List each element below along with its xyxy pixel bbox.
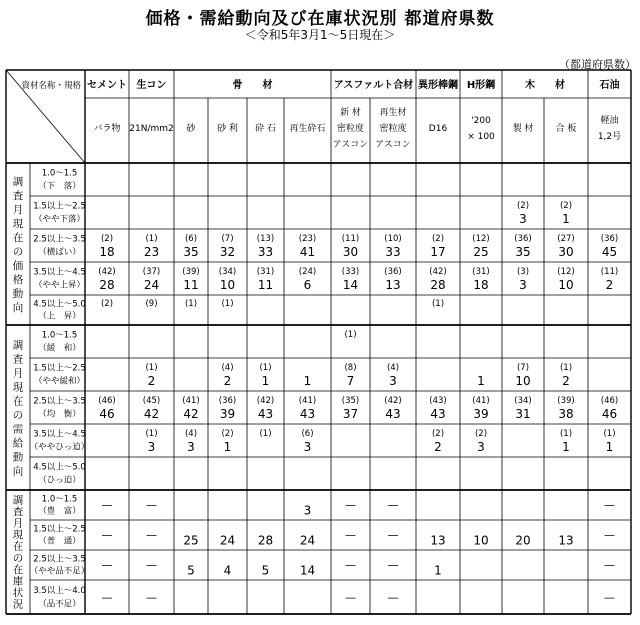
cell-1-2-5-value: 43 xyxy=(299,407,316,422)
subheader-col-10-line-0: 製 材 xyxy=(512,124,534,134)
subheader-col-6-line-2: アスコン xyxy=(332,140,369,150)
cell-0-3-0-value: 28 xyxy=(99,278,115,293)
cell-2-0-7-value: — xyxy=(387,498,399,512)
cell-1-3-4-prev: (1) xyxy=(259,428,272,439)
cell-1-2-7-value: 43 xyxy=(385,407,401,422)
cell-1-2-0-value: 46 xyxy=(99,407,115,422)
section-1-row-1-range: 1.5以上～2.5 xyxy=(33,363,86,374)
group-header-0: セメント xyxy=(87,80,127,91)
cell-0-2-7-prev: (10) xyxy=(384,233,402,244)
cell-0-3-9-prev: (31) xyxy=(472,266,490,277)
cell-0-2-11-value: 30 xyxy=(558,245,574,260)
cell-1-2-2-value: 42 xyxy=(183,407,199,422)
cell-1-1-4-prev: (1) xyxy=(259,362,272,373)
cell-1-2-10-value: 31 xyxy=(515,407,531,422)
cell-2-1-6-value: — xyxy=(345,528,356,542)
cell-2-2-2-value: 5 xyxy=(187,563,195,578)
section-0-label-char-9: 向 xyxy=(12,302,24,315)
cell-0-2-2-value: 35 xyxy=(183,245,199,260)
cell-1-1-10-prev: (7) xyxy=(516,362,530,373)
section-0-label-char-5: の xyxy=(12,246,24,259)
cell-1-1-3-prev: (4) xyxy=(221,362,234,373)
section-1-row-4-range: 4.5以上～5.0 xyxy=(33,462,86,473)
cell-2-3-7-value: — xyxy=(387,591,399,605)
cell-1-1-9-value: 1 xyxy=(477,374,485,389)
page-subtitle: ＜令和5年3月1～5日現在＞ xyxy=(244,28,396,42)
cell-1-3-12-prev: (1) xyxy=(603,428,616,439)
cell-1-1-1-prev: (1) xyxy=(145,362,158,373)
cell-2-1-5-value: 24 xyxy=(299,533,316,548)
cell-1-2-11-value: 38 xyxy=(558,407,574,422)
cell-0-2-6-value: 30 xyxy=(342,245,359,260)
cell-2-2-4-value: 5 xyxy=(261,563,270,578)
cell-1-3-3-prev: (2) xyxy=(221,428,234,439)
cell-2-1-3-value: 24 xyxy=(219,533,236,548)
cell-0-3-7-prev: (36) xyxy=(384,266,402,277)
cell-1-3-12-value: 1 xyxy=(605,440,614,455)
cell-0-3-4-value: 11 xyxy=(257,278,274,293)
section-0-row-0-range: 1.0～1.5 xyxy=(41,168,78,179)
section-0-label-char-7: 格 xyxy=(12,274,24,287)
section-2-label-char-8: 状 xyxy=(12,587,24,600)
subheader-col-6-line-0: 新 材 xyxy=(340,108,361,118)
section-1-row-4-desc: （ひっ迫） xyxy=(38,475,81,486)
subheader-col-7-line-1: 密粒度 xyxy=(379,124,407,134)
cell-0-3-12-prev: (11) xyxy=(600,266,619,277)
section-1-row-3-range: 3.5以上～4.5 xyxy=(33,429,86,440)
subheader-col-4-line-0: 砕 石 xyxy=(255,124,276,134)
section-2-row-0-desc: （豊 富） xyxy=(38,506,81,517)
cell-2-2-3-value: 4 xyxy=(223,563,232,578)
cell-2-0-5-value: 3 xyxy=(303,503,312,518)
cell-0-2-12-value: 45 xyxy=(601,245,618,260)
section-1-row-0-desc: （緩 和） xyxy=(38,343,81,354)
cell-0-2-2-prev: (6) xyxy=(184,233,198,244)
cell-2-3-6-value: — xyxy=(345,591,356,605)
section-0-row-3-desc: （やや上昇） xyxy=(33,280,86,291)
cell-0-2-5-prev: (23) xyxy=(298,233,317,244)
cell-1-1-6-prev: (8) xyxy=(344,362,357,373)
cell-0-4-1-prev: (9) xyxy=(145,298,158,309)
subheader-col-1-line-0: 21N/mm2 xyxy=(129,124,174,134)
cell-0-3-5-value: 6 xyxy=(303,278,312,293)
group-header-1: 生コン xyxy=(136,80,167,91)
cell-0-3-11-value: 10 xyxy=(558,278,574,293)
section-0-row-2-desc: （横ばい） xyxy=(38,247,81,258)
cell-1-2-9-prev: (41) xyxy=(472,395,490,406)
section-1-row-0-range: 1.0～1.5 xyxy=(41,330,78,341)
section-2-row-3-range: 3.5以上～4.0 xyxy=(33,585,86,596)
page-title: 価格・需給動向及び在庫状況別 都道府県数 xyxy=(145,9,495,29)
section-0-label-char-4: 在 xyxy=(12,232,24,245)
section-0-label-char-2: 月 xyxy=(12,204,24,217)
cell-2-3-12-value: — xyxy=(604,591,615,605)
cell-0-2-1-prev: (1) xyxy=(145,233,158,244)
cell-1-1-4-value: 1 xyxy=(261,374,270,389)
subheader-col-8-line-0: D16 xyxy=(428,124,448,134)
cell-1-1-1-value: 2 xyxy=(147,374,156,389)
cell-0-1-10-value: 3 xyxy=(519,212,527,227)
cell-1-2-4-prev: (42) xyxy=(256,395,275,406)
cell-0-3-11-prev: (12) xyxy=(557,266,575,277)
cell-0-3-10-prev: (3) xyxy=(516,266,530,277)
cell-2-2-0-value: — xyxy=(101,558,113,572)
subheader-col-3-line-0: 砂 利 xyxy=(217,124,238,134)
section-0-row-2-range: 2.5以上～3.5 xyxy=(33,234,86,245)
cell-0-2-3-value: 32 xyxy=(219,245,236,260)
cell-1-2-10-prev: (34) xyxy=(514,395,532,406)
section-2-label-char-5: の xyxy=(12,552,24,565)
cell-2-0-6-value: — xyxy=(345,498,356,512)
cell-1-1-11-value: 2 xyxy=(562,374,570,389)
section-0-label-char-3: 現 xyxy=(12,218,24,231)
cell-1-0-6-prev: (1) xyxy=(344,329,357,340)
cell-1-3-11-value: 1 xyxy=(562,440,570,455)
cell-0-3-2-prev: (39) xyxy=(182,266,200,277)
cell-1-2-4-value: 43 xyxy=(257,407,274,422)
cell-1-2-8-value: 43 xyxy=(430,407,446,422)
cell-1-3-2-value: 3 xyxy=(187,440,195,455)
cell-1-3-9-prev: (2) xyxy=(474,428,488,439)
section-0-row-4-range: 4.5以上～5.0 xyxy=(33,299,86,310)
section-1-label-char-1: 査 xyxy=(12,353,24,366)
cell-1-2-6-value: 37 xyxy=(342,407,359,422)
section-2-label-char-6: 在 xyxy=(12,563,24,576)
cell-0-2-3-prev: (7) xyxy=(221,233,234,244)
section-2-label-char-1: 査 xyxy=(12,505,24,518)
section-0-row-4-desc: （上 昇） xyxy=(38,311,81,322)
cell-0-2-6-prev: (11) xyxy=(341,233,360,244)
section-2-row-3-desc: （品不足） xyxy=(38,599,81,610)
cell-0-2-4-value: 33 xyxy=(257,245,274,260)
section-1-row-1-desc: （やや緩和） xyxy=(33,376,86,387)
cell-1-2-5-prev: (41) xyxy=(298,395,317,406)
group-header-2: 骨 材 xyxy=(232,80,273,91)
section-1-label-char-2: 月 xyxy=(12,367,24,380)
cell-1-3-3-value: 1 xyxy=(223,440,232,455)
group-header-3: アスファルト合材 xyxy=(333,80,414,91)
section-2-row-0-range: 1.0～1.5 xyxy=(41,494,78,505)
cell-2-1-7-value: — xyxy=(387,528,399,542)
cell-1-3-1-value: 3 xyxy=(147,440,156,455)
cell-2-1-9-value: 10 xyxy=(473,533,489,548)
section-1-label-char-5: の xyxy=(12,409,24,422)
subheader-col-9-line-1: × 100 xyxy=(467,132,495,142)
subheader-col-5-line-0: 再生砕石 xyxy=(289,124,326,134)
subheader-col-11-line-0: 合 板 xyxy=(555,124,577,134)
cell-1-3-5-value: 3 xyxy=(303,440,312,455)
cell-0-3-6-prev: (33) xyxy=(341,266,360,277)
section-1-label-char-7: 給 xyxy=(12,437,24,450)
cell-0-1-10-prev: (2) xyxy=(516,200,530,211)
cell-0-3-5-prev: (24) xyxy=(298,266,317,277)
section-2-row-2-range: 2.5以上～3.5 xyxy=(33,554,86,565)
cell-1-3-9-value: 3 xyxy=(477,440,485,455)
group-header-4: 異形棒鋼 xyxy=(418,80,458,91)
subheader-col-12-line-1: 1,2号 xyxy=(597,132,622,142)
section-0-label-char-8: 動 xyxy=(12,288,24,301)
subheader-col-2-line-0: 砂 xyxy=(186,124,196,134)
cell-2-3-0-value: — xyxy=(101,591,113,605)
cell-0-4-0-prev: (2) xyxy=(100,298,114,309)
section-2-label-char-2: 月 xyxy=(12,517,24,530)
cell-1-2-3-prev: (36) xyxy=(218,395,237,406)
section-2-row-1-range: 1.5以上～2.5 xyxy=(33,524,86,535)
subheader-col-12-line-0: 軽油 xyxy=(600,116,619,126)
cell-1-2-7-prev: (42) xyxy=(384,395,402,406)
cell-2-0-1-value: — xyxy=(146,498,157,512)
cell-0-2-7-value: 33 xyxy=(385,245,401,260)
cell-0-3-10-value: 3 xyxy=(519,278,527,293)
group-header-5: H形鋼 xyxy=(466,80,496,91)
cell-0-2-1-value: 23 xyxy=(143,245,160,260)
cell-1-2-1-prev: (45) xyxy=(142,395,161,406)
cell-2-1-1-value: — xyxy=(146,528,157,542)
cell-0-1-11-prev: (2) xyxy=(559,200,573,211)
section-1-label-char-4: 在 xyxy=(12,395,24,408)
cell-2-2-7-value: — xyxy=(387,558,399,572)
cell-1-3-1-prev: (1) xyxy=(145,428,158,439)
cell-2-0-12-value: — xyxy=(604,498,615,512)
cell-1-1-3-value: 2 xyxy=(223,374,232,389)
cell-1-2-3-value: 39 xyxy=(219,407,236,422)
cell-0-3-0-prev: (42) xyxy=(98,266,116,277)
section-1-row-3-desc: （ややひっ迫） xyxy=(29,442,90,453)
cell-0-3-1-prev: (37) xyxy=(142,266,161,277)
cell-2-1-12-value: — xyxy=(604,528,615,542)
cell-1-2-8-prev: (43) xyxy=(429,395,447,406)
section-1-label-char-9: 向 xyxy=(12,465,24,478)
cell-1-2-2-prev: (41) xyxy=(182,395,200,406)
cell-1-1-7-value: 3 xyxy=(389,374,397,389)
cell-1-1-6-value: 7 xyxy=(346,374,355,389)
cell-2-3-1-value: — xyxy=(146,591,157,605)
section-0-label-char-6: 価 xyxy=(12,260,24,273)
cell-1-2-9-value: 39 xyxy=(473,407,489,422)
section-0-row-1-desc: （やや下落） xyxy=(33,214,86,225)
cell-0-3-8-value: 28 xyxy=(430,278,446,293)
cell-2-1-10-value: 20 xyxy=(515,533,531,548)
section-0-label-char-0: 調 xyxy=(12,176,24,189)
corner-label: 資材名称・規格 xyxy=(21,81,81,91)
cell-1-1-10-value: 10 xyxy=(515,374,531,389)
section-2-row-1-desc: （普 通） xyxy=(38,536,81,547)
cell-0-2-10-prev: (36) xyxy=(514,233,532,244)
subheader-col-7-line-2: アスコン xyxy=(375,140,411,150)
cell-0-1-11-value: 1 xyxy=(562,212,570,227)
cell-1-3-2-prev: (4) xyxy=(184,428,198,439)
section-0-label-char-1: 査 xyxy=(12,190,24,203)
cell-1-2-11-prev: (39) xyxy=(557,395,575,406)
cell-0-3-7-value: 13 xyxy=(385,278,401,293)
section-2-label-char-4: 在 xyxy=(12,540,24,553)
cell-1-2-6-prev: (35) xyxy=(341,395,360,406)
cell-0-2-8-value: 17 xyxy=(430,245,446,260)
cell-0-4-3-prev: (1) xyxy=(221,298,234,309)
section-1-label-char-0: 調 xyxy=(12,339,24,352)
section-2-label-char-3: 現 xyxy=(12,529,24,542)
cell-1-3-8-value: 2 xyxy=(434,440,442,455)
cell-0-2-0-value: 18 xyxy=(99,245,115,260)
cell-2-2-8-value: 1 xyxy=(434,563,442,578)
cell-1-1-11-prev: (1) xyxy=(559,362,573,373)
section-2-label-char-9: 況 xyxy=(12,598,24,611)
section-1-row-2-desc: （均 衡） xyxy=(38,409,81,420)
section-2-label-char-7: 庫 xyxy=(12,575,24,588)
cell-1-2-0-prev: (46) xyxy=(98,395,116,406)
cell-2-2-12-value: — xyxy=(604,558,615,572)
subheader-col-6-line-1: 密粒度 xyxy=(336,124,365,134)
cell-0-2-0-prev: (2) xyxy=(100,233,114,244)
cell-0-2-8-prev: (2) xyxy=(431,233,445,244)
cell-0-4-8-prev: (1) xyxy=(431,298,445,309)
cell-1-3-5-prev: (6) xyxy=(301,428,314,439)
cell-0-2-10-value: 35 xyxy=(515,245,531,260)
subheader-col-7-line-0: 再生材 xyxy=(379,108,407,118)
cell-2-2-5-value: 14 xyxy=(299,563,316,578)
cell-0-3-4-prev: (31) xyxy=(256,266,275,277)
cell-1-3-8-prev: (2) xyxy=(431,428,445,439)
section-1-label-char-6: 需 xyxy=(12,423,24,436)
cell-2-1-2-value: 25 xyxy=(183,533,199,548)
section-1-label-char-8: 動 xyxy=(12,451,24,464)
cell-1-3-11-prev: (1) xyxy=(559,428,573,439)
cell-1-2-12-prev: (46) xyxy=(600,395,619,406)
cell-2-2-6-value: — xyxy=(345,558,356,572)
subheader-col-9-line-0: '200 xyxy=(471,116,491,126)
cell-2-1-11-value: 13 xyxy=(558,533,574,548)
section-0-row-1-range: 1.5以上～2.5 xyxy=(33,201,86,212)
cell-0-2-5-value: 41 xyxy=(299,245,316,260)
cell-0-2-9-prev: (12) xyxy=(472,233,490,244)
section-2-row-2-desc: （やや品不足） xyxy=(29,566,90,577)
unit-label: （都道府県数） xyxy=(559,58,636,71)
cell-0-3-2-value: 11 xyxy=(183,278,199,293)
group-header-7: 石油 xyxy=(599,80,620,91)
cell-2-0-0-value: — xyxy=(101,498,113,512)
section-0-row-3-range: 3.5以上～4.5 xyxy=(33,267,86,278)
section-2-label-char-0: 調 xyxy=(12,494,24,507)
cell-2-1-8-value: 13 xyxy=(430,533,446,548)
cell-0-3-1-value: 24 xyxy=(143,278,160,293)
cell-1-1-5-value: 1 xyxy=(303,374,312,389)
cell-0-2-12-prev: (36) xyxy=(600,233,619,244)
cell-1-1-7-prev: (4) xyxy=(386,362,400,373)
cell-0-2-4-prev: (13) xyxy=(256,233,275,244)
subheader-col-0-line-0: バラ物 xyxy=(93,124,121,134)
cell-1-2-1-value: 42 xyxy=(143,407,160,422)
section-0-row-0-desc: （下 落） xyxy=(38,181,81,192)
cell-2-1-0-value: — xyxy=(101,528,113,542)
cell-0-3-6-value: 14 xyxy=(342,278,359,293)
cell-0-3-3-value: 10 xyxy=(219,278,236,293)
section-1-label-char-3: 現 xyxy=(12,381,24,394)
cell-1-2-12-value: 46 xyxy=(601,407,618,422)
cell-2-2-1-value: — xyxy=(146,558,157,572)
cell-0-4-2-prev: (1) xyxy=(184,298,198,309)
cell-0-3-9-value: 18 xyxy=(473,278,489,293)
section-1-row-2-range: 2.5以上～3.5 xyxy=(33,396,86,407)
cell-0-3-12-value: 2 xyxy=(605,278,614,293)
cell-0-3-3-prev: (34) xyxy=(218,266,237,277)
group-header-6: 木 材 xyxy=(525,80,565,91)
cell-2-1-4-value: 28 xyxy=(257,533,274,548)
cell-0-3-8-prev: (42) xyxy=(429,266,447,277)
cell-0-2-11-prev: (27) xyxy=(557,233,575,244)
cell-0-2-9-value: 25 xyxy=(473,245,489,260)
